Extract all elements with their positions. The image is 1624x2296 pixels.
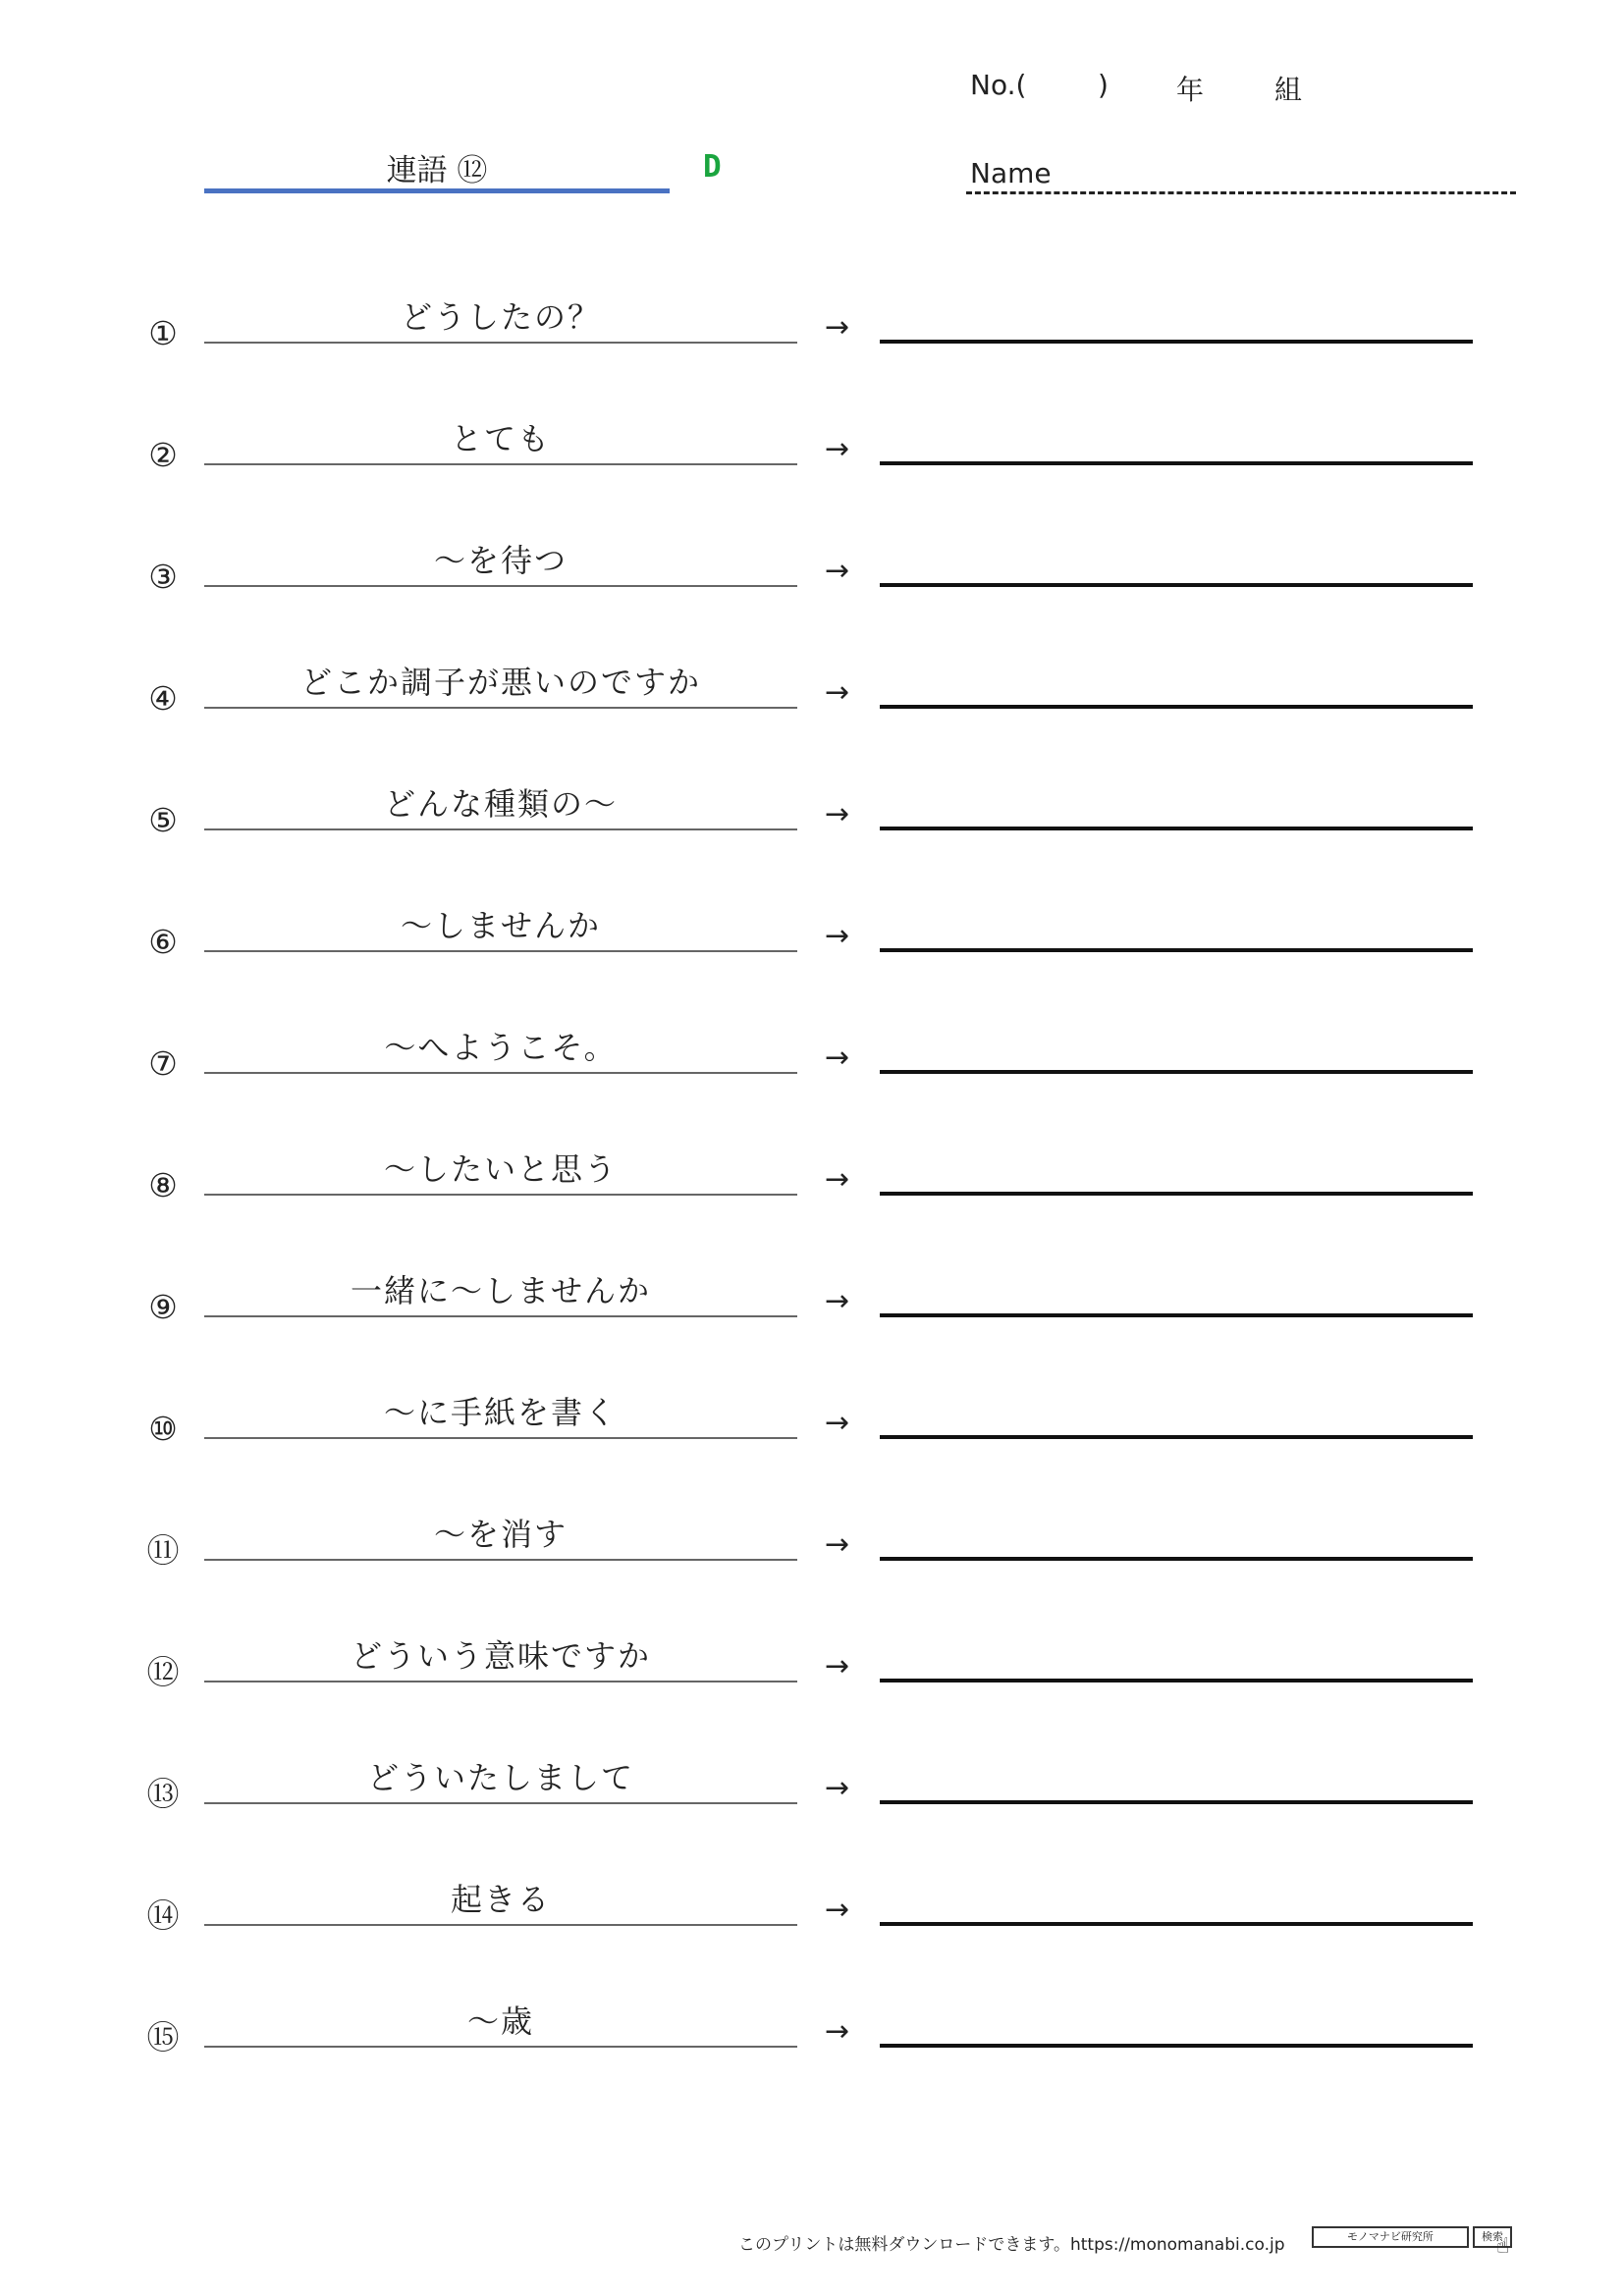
answer-line[interactable] (880, 1679, 1473, 1682)
arrow-icon: → (825, 919, 850, 953)
answer-line[interactable] (880, 461, 1473, 465)
phrase-text: とても (450, 420, 551, 457)
exercise-row (0, 658, 1624, 779)
arrow-icon: → (825, 1162, 850, 1197)
title-underline (204, 188, 670, 193)
row-number: ⑤ (148, 801, 178, 839)
exercise-row (0, 1875, 1624, 1997)
answer-line[interactable] (880, 1070, 1473, 1074)
exercise-row (0, 1266, 1624, 1388)
phrase-underline (204, 2046, 797, 2048)
phrase-text: ～を待つ (433, 542, 568, 579)
arrow-icon: → (825, 2014, 850, 2049)
arrow-icon: → (825, 432, 850, 466)
row-number: ⑥ (148, 923, 178, 961)
row-number: ⑦ (148, 1044, 178, 1083)
exercise-row (0, 1753, 1624, 1875)
row-number: ⑮ (146, 2018, 180, 2056)
row-number: ⑩ (148, 1410, 178, 1448)
phrase-underline (204, 1924, 797, 1926)
phrase-text: ～に手紙を書く (383, 1394, 618, 1431)
answer-line[interactable] (880, 1192, 1473, 1196)
exercise-row (0, 1510, 1624, 1631)
phrase-text: ～しませんか (400, 907, 601, 944)
answer-line[interactable] (880, 340, 1473, 344)
phrase-underline (204, 463, 797, 465)
exercise-row (0, 901, 1624, 1023)
row-number: ⑭ (146, 1896, 180, 1935)
phrase-text: ～歳 (466, 2002, 534, 2040)
row-number: ⑪ (146, 1531, 180, 1570)
answer-line[interactable] (880, 1313, 1473, 1317)
name-field-line[interactable] (966, 191, 1516, 194)
class-label: 組 (1274, 74, 1303, 106)
phrase-text: どんな種類の～ (383, 785, 618, 823)
phrase-underline (204, 585, 797, 587)
phrase-underline (204, 1194, 797, 1196)
arrow-icon: → (825, 554, 850, 588)
exercise-row (0, 1388, 1624, 1510)
row-number: ③ (148, 558, 178, 596)
arrow-icon: → (825, 1041, 850, 1075)
phrase-underline (204, 1437, 797, 1439)
row-number: ⑨ (148, 1288, 178, 1326)
number-close: ) (1098, 69, 1109, 101)
footer-search-button[interactable]: 検索 (1473, 2226, 1512, 2248)
arrow-icon: → (825, 1406, 850, 1440)
arrow-icon: → (825, 1284, 850, 1318)
phrase-underline (204, 1559, 797, 1561)
row-number: ⑧ (148, 1166, 178, 1204)
row-number: ④ (148, 679, 178, 718)
arrow-icon: → (825, 1649, 850, 1683)
answer-line[interactable] (880, 948, 1473, 952)
arrow-icon: → (825, 1893, 850, 1927)
footer-site-box[interactable]: モノマナビ研究所 (1312, 2226, 1469, 2248)
level-badge: D (703, 149, 722, 185)
year-label: 年 (1176, 74, 1205, 106)
exercise-row (0, 779, 1624, 901)
exercise-row (0, 1145, 1624, 1266)
phrase-text: どうしたの？ (400, 298, 601, 336)
row-number: ⑫ (146, 1653, 180, 1691)
phrase-text: ～を消す (433, 1516, 568, 1553)
exercise-row (0, 1023, 1624, 1145)
row-number: ② (148, 436, 178, 474)
answer-line[interactable] (880, 583, 1473, 587)
exercise-row (0, 293, 1624, 414)
worksheet-title: 連語 ⑫ (386, 153, 488, 188)
exercise-row (0, 1997, 1624, 2118)
phrase-text: ～したいと思う (383, 1150, 618, 1188)
arrow-icon: → (825, 1527, 850, 1562)
answer-line[interactable] (880, 1435, 1473, 1439)
exercise-row (0, 1631, 1624, 1753)
phrase-text: どういたしまして (366, 1759, 634, 1796)
phrase-underline (204, 828, 797, 830)
arrow-icon: → (825, 310, 850, 345)
phrase-underline (204, 1681, 797, 1682)
exercise-row (0, 536, 1624, 658)
phrase-underline (204, 950, 797, 952)
phrase-underline (204, 1802, 797, 1804)
arrow-icon: → (825, 675, 850, 710)
answer-line[interactable] (880, 827, 1473, 830)
name-label: Name (970, 157, 1052, 189)
arrow-icon: → (825, 1771, 850, 1805)
answer-line[interactable] (880, 705, 1473, 709)
phrase-text: ～へようこそ。 (384, 1029, 618, 1066)
arrow-icon: → (825, 797, 850, 831)
phrase-text: 一緒に～しませんか (350, 1272, 651, 1309)
row-number: ⑬ (146, 1775, 180, 1813)
exercise-row (0, 414, 1624, 536)
phrase-underline (204, 342, 797, 344)
answer-line[interactable] (880, 1557, 1473, 1561)
phrase-underline (204, 1315, 797, 1317)
row-number: ① (148, 314, 178, 352)
number-label: No.( (970, 69, 1027, 101)
phrase-text: どこか調子が悪いのですか (299, 664, 701, 701)
phrase-text: どういう意味ですか (350, 1637, 651, 1675)
answer-line[interactable] (880, 1800, 1473, 1804)
phrase-text: 起きる (450, 1881, 551, 1918)
phrase-underline (204, 1072, 797, 1074)
phrase-underline (204, 707, 797, 709)
answer-line[interactable] (880, 2044, 1473, 2048)
footer-text: このプリントは無料ダウンロードできます。https://monomanabi.co.jp (738, 2235, 1285, 2255)
pointer-cursor-icon: ☝ (1496, 2234, 1510, 2259)
answer-line[interactable] (880, 1922, 1473, 1926)
